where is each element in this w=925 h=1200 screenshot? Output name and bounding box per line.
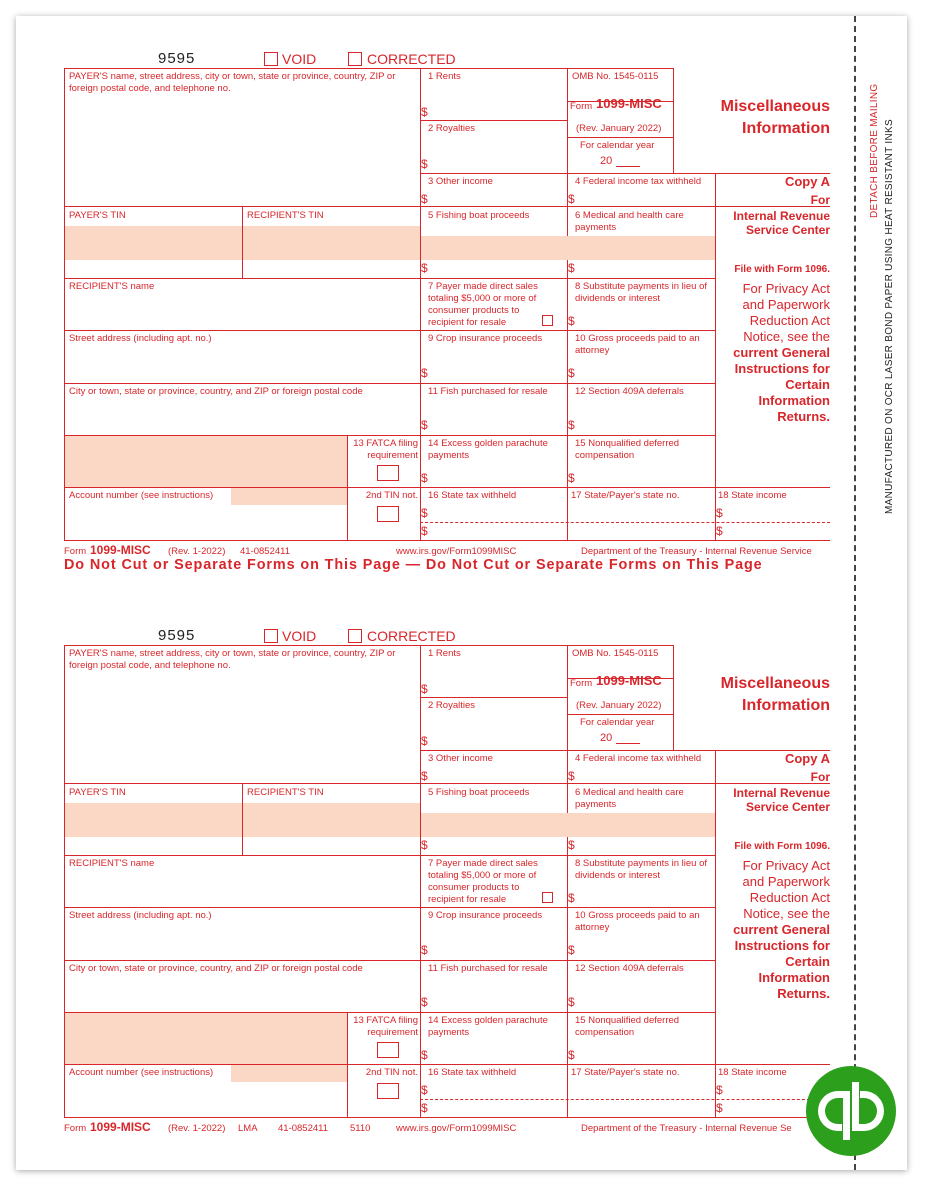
box1-dollar: $: [421, 682, 428, 696]
form-code: 9595: [158, 50, 196, 67]
box18-dollar-2: $: [716, 1101, 723, 1115]
form-prefix: Form: [570, 101, 593, 112]
payer-tin-label: PAYER'S TIN: [69, 210, 126, 221]
box13-label: 13 FATCA filing requirement: [353, 1015, 418, 1038]
box9-dollar: $: [421, 366, 428, 380]
box14-label: 14 Excess golden parachute payments: [428, 1015, 548, 1038]
box14-label: 14 Excess golden parachute payments: [428, 438, 548, 461]
footer-form-prefix: Form: [64, 1123, 87, 1134]
form-name: 1099-MISC: [596, 673, 662, 688]
box6-dollar: $: [568, 838, 575, 852]
box7-label: 7 Payer made direct sales totaling $5,000 or more of consumer products to recipient for resale: [428, 281, 538, 328]
box10-dollar: $: [568, 366, 575, 380]
box16-dollar-1: $: [421, 1083, 428, 1097]
privacy-line5: current General: [733, 345, 830, 360]
footer-form-name: 1099-MISC: [90, 1120, 151, 1134]
box6-label: 6 Medical and health care payments: [575, 210, 684, 233]
privacy-line2: and Paperwork: [742, 874, 830, 889]
footer-revision: (Rev. 1-2022): [168, 1123, 226, 1134]
box14-dollar: $: [421, 1048, 428, 1062]
box18-label: 18 State income: [718, 490, 787, 501]
box10-label: 10 Gross proceeds paid to an attorney: [575, 333, 700, 356]
box10-label: 10 Gross proceeds paid to an attorney: [575, 910, 700, 933]
footer-dept: Department of the Treasury - Internal Revenue Se: [581, 1123, 792, 1134]
box18-dollar-2: $: [716, 524, 723, 538]
box8-label: 8 Substitute payments in lieu of dividends or interest: [575, 858, 708, 881]
box7-label: 7 Payer made direct sales totaling $5,000 or more of consumer products to recipient for resale: [428, 858, 538, 905]
box6-label: 6 Medical and health care payments: [575, 787, 684, 810]
box16-label: 16 State tax withheld: [428, 490, 517, 501]
box13-label: 13 FATCA filing requirement: [353, 438, 418, 461]
box11-label: 11 Fish purchased for resale: [428, 963, 548, 974]
box16-label: 16 State tax withheld: [428, 1067, 517, 1078]
box1-label: 1 Rents: [428, 648, 461, 659]
form-copy-top: [16, 16, 854, 586]
box7-checkbox[interactable]: [542, 315, 553, 326]
footer-url: www.irs.gov/Form1099MISC: [396, 1123, 517, 1134]
city-label: City or town, state or province, country, and ZIP or foreign postal code: [69, 963, 363, 974]
box15-dollar: $: [568, 471, 575, 485]
box12-label: 12 Section 409A deferrals: [575, 386, 684, 397]
box1-dollar: $: [421, 105, 428, 119]
box2-dollar: $: [421, 734, 428, 748]
fatca-checkbox[interactable]: [377, 1042, 399, 1058]
footer-catalog: 41-0852411: [278, 1123, 329, 1134]
footer-form-prefix: Form: [64, 546, 87, 557]
payer-tin-label: PAYER'S TIN: [69, 787, 126, 798]
year-field[interactable]: 20: [600, 155, 613, 167]
privacy-line9: Returns.: [777, 986, 830, 1001]
corrected-label: CORRECTED: [367, 51, 456, 67]
privacy-line8: Information: [758, 970, 830, 985]
box4-label: 4 Federal income tax withheld: [575, 753, 702, 764]
box5-label: 5 Fishing boat proceeds: [428, 787, 530, 798]
file-with-1096: File with Form 1096.: [734, 264, 830, 275]
calendar-year-label: For calendar year: [580, 140, 655, 151]
calendar-year-label: For calendar year: [580, 717, 655, 728]
privacy-line3: Reduction Act: [749, 890, 830, 905]
box2-label: 2 Royalties: [428, 123, 475, 134]
box11-dollar: $: [421, 995, 428, 1009]
box3-label: 3 Other income: [428, 176, 493, 187]
box4-label: 4 Federal income tax withheld: [575, 176, 702, 187]
form-prefix: Form: [570, 678, 593, 689]
privacy-line6: Instructions for: [734, 361, 830, 376]
box15-label: 15 Nonqualified deferred compensation: [575, 438, 680, 461]
footer-revision: (Rev. 1-2022): [168, 546, 226, 557]
void-label: VOID: [282, 51, 317, 67]
box16-dollar-2: $: [421, 1101, 428, 1115]
privacy-line1: For Privacy Act: [742, 281, 830, 296]
box18-dollar-1: $: [716, 506, 723, 520]
form-name: 1099-MISC: [596, 96, 662, 111]
box4-dollar: $: [568, 192, 575, 206]
form-title-line1: Miscellaneous: [720, 98, 830, 115]
privacy-line6: Instructions for: [734, 938, 830, 953]
box11-dollar: $: [421, 418, 428, 432]
box8-dollar: $: [568, 891, 575, 905]
box14-dollar: $: [421, 471, 428, 485]
second-tin-label: 2nd TIN not.: [365, 1067, 418, 1078]
privacy-line7: Certain: [785, 377, 830, 392]
file-with-1096: File with Form 1096.: [734, 841, 830, 852]
copy-for: For: [810, 193, 830, 207]
corrected-label: CORRECTED: [367, 628, 456, 644]
second-tin-checkbox[interactable]: [377, 1083, 399, 1099]
omb-number: OMB No. 1545-0115: [572, 648, 659, 659]
box12-dollar: $: [568, 418, 575, 432]
revision: (Rev. January 2022): [576, 123, 662, 134]
revision: (Rev. January 2022): [576, 700, 662, 711]
account-number-label: Account number (see instructions): [69, 490, 214, 501]
form-code: 9595: [158, 627, 196, 644]
privacy-line8: Information: [758, 393, 830, 408]
box11-label: 11 Fish purchased for resale: [428, 386, 548, 397]
box5-dollar: $: [421, 838, 428, 852]
privacy-line3: Reduction Act: [749, 313, 830, 328]
copy-a-label: Copy A: [784, 751, 830, 766]
footer-code: 5110: [350, 1123, 371, 1134]
box18-label: 18 State income: [718, 1067, 787, 1078]
box9-dollar: $: [421, 943, 428, 957]
recipient-name-label: RECIPIENT'S name: [69, 281, 155, 292]
box5-dollar: $: [421, 261, 428, 275]
footer-catalog: 41-0852411: [240, 546, 291, 557]
box6-dollar: $: [568, 261, 575, 275]
footer-dept: Department of the Treasury - Internal Revenue Service: [581, 546, 812, 557]
street-address-label: Street address (including apt. no.): [69, 910, 212, 921]
void-checkbox[interactable]: [264, 629, 278, 643]
box16-dollar-2: $: [421, 524, 428, 538]
account-number-label: Account number (see instructions): [69, 1067, 214, 1078]
box2-label: 2 Royalties: [428, 700, 475, 711]
privacy-line1: For Privacy Act: [742, 858, 830, 873]
copy-irs-line1: Internal Revenue: [733, 786, 830, 800]
footer-url: www.irs.gov/Form1099MISC: [396, 546, 517, 557]
payer-name-label: PAYER'S name, street address, city or town, state or province, country, ZIP or foreign postal code, and telephone no.: [69, 71, 396, 94]
footer-form-name: 1099-MISC: [90, 543, 151, 557]
box7-checkbox[interactable]: [542, 892, 553, 903]
void-checkbox[interactable]: [264, 52, 278, 66]
privacy-line4: Notice, see the: [743, 329, 830, 344]
box15-label: 15 Nonqualified deferred compensation: [575, 1015, 680, 1038]
copy-a-label: Copy A: [784, 174, 830, 189]
void-label: VOID: [282, 628, 317, 644]
box12-label: 12 Section 409A deferrals: [575, 963, 684, 974]
privacy-line5: current General: [733, 922, 830, 937]
box17-label: 17 State/Payer's state no.: [571, 490, 680, 501]
fatca-checkbox[interactable]: [377, 465, 399, 481]
city-label: City or town, state or province, country, and ZIP or foreign postal code: [69, 386, 363, 397]
street-address-label: Street address (including apt. no.): [69, 333, 212, 344]
corrected-checkbox[interactable]: [348, 629, 362, 643]
footer-lma: LMA: [238, 1123, 258, 1134]
privacy-line7: Certain: [785, 954, 830, 969]
box4-dollar: $: [568, 769, 575, 783]
detach-line: [854, 16, 856, 1170]
box12-dollar: $: [568, 995, 575, 1009]
box18-dollar-1: $: [716, 1083, 723, 1097]
privacy-line2: and Paperwork: [742, 297, 830, 312]
recipient-tin-label: RECIPIENT'S TIN: [247, 787, 324, 798]
box16-dollar-1: $: [421, 506, 428, 520]
privacy-line4: Notice, see the: [743, 906, 830, 921]
corrected-checkbox[interactable]: [348, 52, 362, 66]
form-title-line1: Miscellaneous: [720, 675, 830, 692]
year-field[interactable]: 20: [600, 732, 613, 744]
quickbooks-logo-icon: [806, 1066, 896, 1156]
copy-irs-line2: Service Center: [745, 800, 830, 814]
copy-irs-line1: Internal Revenue: [733, 209, 830, 223]
omb-number: OMB No. 1545-0115: [572, 71, 659, 82]
second-tin-label: 2nd TIN not.: [365, 490, 418, 501]
manufactured-notice: MANUFACTURED ON OCR LASER BOND PAPER USING HEAT RESISTANT INKS: [884, 119, 895, 514]
copy-irs-line2: Service Center: [745, 223, 830, 237]
box3-label: 3 Other income: [428, 753, 493, 764]
recipient-tin-label: RECIPIENT'S TIN: [247, 210, 324, 221]
recipient-name-label: RECIPIENT'S name: [69, 858, 155, 869]
box2-dollar: $: [421, 157, 428, 171]
box1-label: 1 Rents: [428, 71, 461, 82]
box8-dollar: $: [568, 314, 575, 328]
box9-label: 9 Crop insurance proceeds: [428, 333, 543, 344]
detach-notice: DETACH BEFORE MAILING: [869, 83, 880, 218]
box15-dollar: $: [568, 1048, 575, 1062]
box17-label: 17 State/Payer's state no.: [571, 1067, 680, 1078]
box3-dollar: $: [421, 769, 428, 783]
box8-label: 8 Substitute payments in lieu of dividends or interest: [575, 281, 708, 304]
box3-dollar: $: [421, 192, 428, 206]
box10-dollar: $: [568, 943, 575, 957]
privacy-line9: Returns.: [777, 409, 830, 424]
box5-label: 5 Fishing boat proceeds: [428, 210, 530, 221]
payer-name-label: PAYER'S name, street address, city or town, state or province, country, ZIP or foreign postal code, and telephone no.: [69, 648, 396, 671]
second-tin-checkbox[interactable]: [377, 506, 399, 522]
do-not-cut-notice: Do Not Cut or Separate Forms on This Page — Do Not Cut or Separate Forms on This Page: [64, 557, 763, 573]
copy-for: For: [810, 770, 830, 784]
form-sheet: [16, 16, 907, 1170]
box9-label: 9 Crop insurance proceeds: [428, 910, 543, 921]
form-title-line2: Information: [742, 120, 830, 137]
form-title-line2: Information: [742, 697, 830, 714]
form-copy-bottom: [16, 593, 854, 1163]
